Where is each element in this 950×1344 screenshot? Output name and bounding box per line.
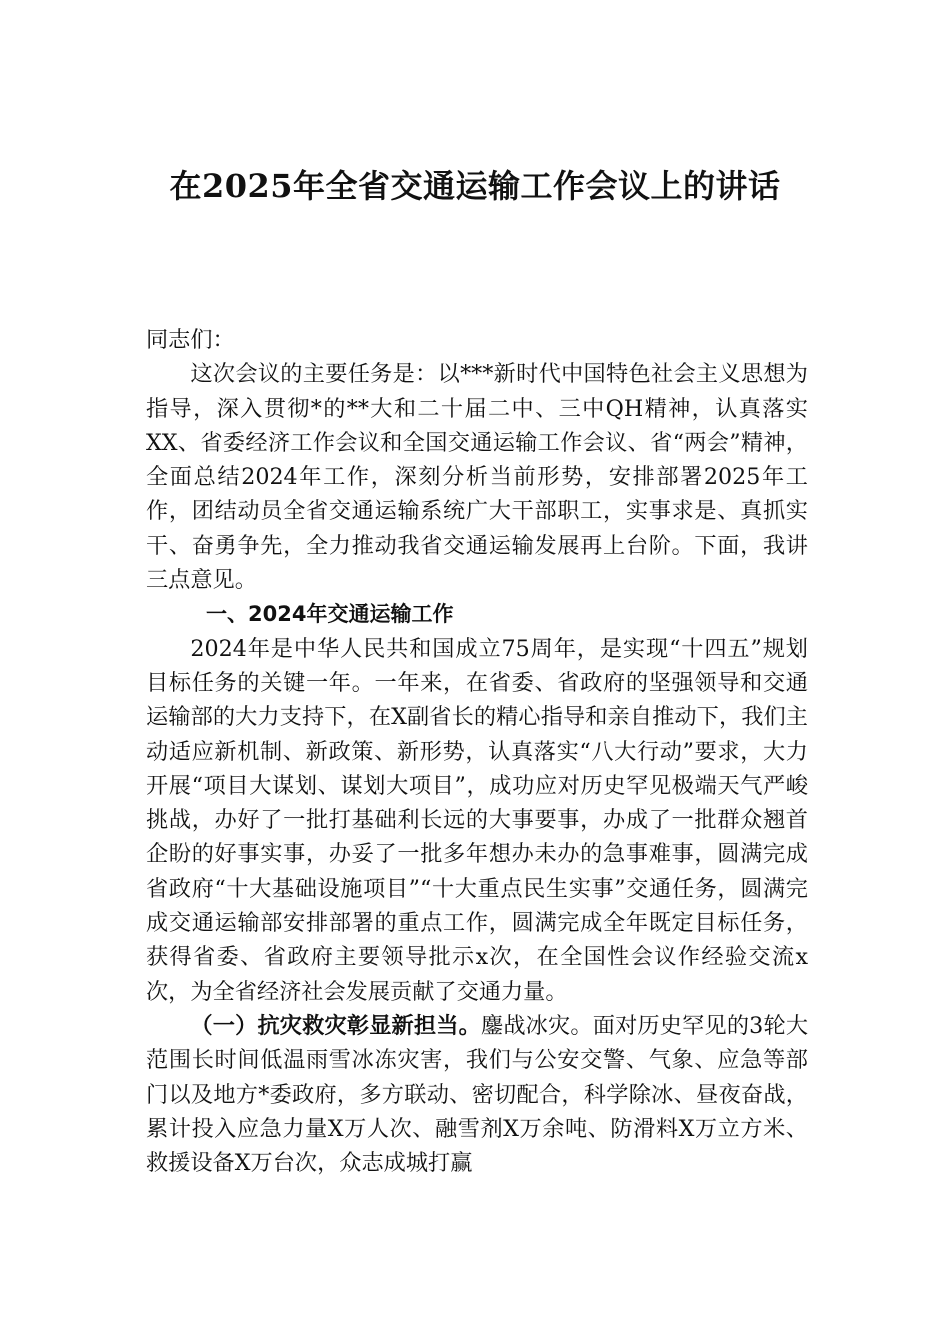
intro-paragraph: 这次会议的主要任务是：以***新时代中国特色社会主义思想为指导，深入贯彻*的**大和二十届二中、三中QH精神，认真落实XX、省委经济工作会议和全国交通运输工作会议、省“两会”精神，全面总结2024年工作，深刻分析当前形势，安排部署2025年工作，团结动员全省交通运输系统广大干部职工，实事求是、真抓实干、奋勇争先，全力推动我省交通运输发展再上台阶。下面，我讲三点意见。	[146, 361, 808, 594]
document-title: 在2025年全省交通运输工作会议上的讲话	[169, 167, 781, 205]
salutation: 同志们：	[146, 327, 235, 353]
section-1-paragraph: 2024年是中华人民共和国成立75周年，是实现“十四五”规划目标任务的关键一年。一年来，在省委、省政府的坚强领导和交通运输部的大力支持下，在X副省长的精心指导和亲自推动下，我们主动适应新机制、新政策、新形势，认真落实“八大行动”要求，大力开展“项目大谋划、谋划大项目”，成功应对历史罕见极端天气严峻挑战，办好了一批打基础利长远的大事要事，办成了一批群众翘首企盼的好事实事，办妥了一批多年想办未办的急事难事，圆满完成省政府“十大基础设施项目”“十大重点民生实事”交通任务，圆满完成交通运输部安排部署的重点工作，圆满完成全年既定目标任务，获得省委、省政府主要领导批示x次，在全国性会议作经验交流x次，为全省经济社会发展贡献了交通力量。	[146, 635, 808, 1005]
section-heading-1: 一、2024年交通运输工作	[206, 602, 454, 627]
subsection-1-lead: （一）抗灾救灾彰显新担当。	[190, 1012, 481, 1039]
document-body	[146, 323, 808, 1180]
subsection-1-text: 鏖战冰灾。面对历史罕见的3轮大范围长时间低温雨雪冰冻灾害，我们与公安交警、气象、应急等部门以及地方*委政府，多方联动、密切配合，科学除冰、昼夜奋战，累计投入应急力量X万人次、融雪剂X万余吨、防滑料X万立方米、救援设备X万台次，众志成城打赢	[146, 1012, 809, 1177]
subsection-1-paragraph	[146, 1009, 808, 1180]
